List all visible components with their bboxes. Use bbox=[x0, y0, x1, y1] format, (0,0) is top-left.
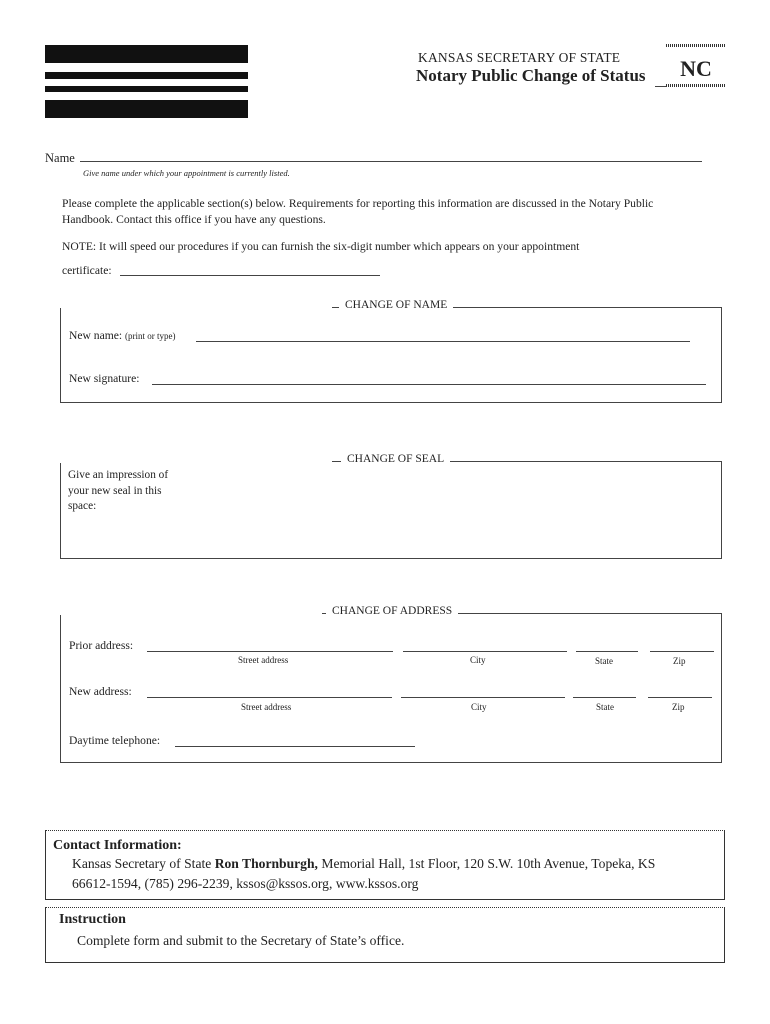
change-of-name-section bbox=[60, 307, 722, 403]
certificate-number-field[interactable] bbox=[120, 275, 380, 276]
change-of-name-title: CHANGE OF NAME bbox=[339, 299, 453, 311]
new-zip-caption: Zip bbox=[672, 702, 685, 712]
header-bar bbox=[45, 72, 248, 79]
contact-heading: Contact Information: bbox=[53, 838, 182, 853]
new-state-caption: State bbox=[596, 702, 614, 712]
header-bar bbox=[45, 45, 248, 63]
prior-city-caption: City bbox=[470, 655, 486, 665]
seal-impression-area[interactable] bbox=[180, 466, 715, 552]
prior-zip-field[interactable] bbox=[650, 651, 714, 652]
name-hint: Give name under which your appointment is currently listed. bbox=[83, 168, 290, 178]
telephone-label: Daytime telephone: bbox=[69, 734, 161, 747]
title-underline bbox=[655, 86, 666, 87]
prior-address-label: Prior address: bbox=[69, 639, 134, 652]
new-street-caption: Street address bbox=[241, 702, 292, 712]
prior-state-field[interactable] bbox=[576, 651, 638, 652]
new-state-field[interactable] bbox=[573, 697, 636, 698]
title-gap bbox=[60, 607, 322, 615]
secretary-name: Ron Thornburgh, bbox=[214, 856, 318, 871]
new-address-label: New address: bbox=[69, 685, 132, 698]
instruction-box bbox=[45, 907, 725, 963]
new-signature-field[interactable] bbox=[152, 384, 706, 385]
contact-line-1: Kansas Secretary of State Ron Thornburgh, Memorial Hall, 1st Floor, 120 S.W. 10th Avenue, Topeka, KS bbox=[72, 856, 656, 871]
code-rule-top bbox=[666, 44, 726, 47]
prior-street-field[interactable] bbox=[147, 651, 393, 652]
change-of-address-title: CHANGE OF ADDRESS bbox=[326, 605, 458, 617]
prior-street-caption: Street address bbox=[238, 655, 289, 665]
note-text: NOTE: It will speed our procedures if you can furnish the six-digit number which appears on your appointment bbox=[62, 240, 580, 253]
header-bar bbox=[45, 86, 248, 92]
form-title: Notary Public Change of Status bbox=[416, 66, 646, 85]
new-signature-label: New signature: bbox=[69, 372, 140, 385]
contact-box bbox=[45, 830, 725, 900]
telephone-field[interactable] bbox=[175, 746, 415, 747]
code-rule-bottom bbox=[666, 84, 726, 87]
new-city-caption: City bbox=[471, 702, 487, 712]
form-code: NC bbox=[680, 56, 712, 81]
prior-city-field[interactable] bbox=[403, 651, 567, 652]
prior-state-caption: State bbox=[595, 656, 613, 666]
prior-zip-caption: Zip bbox=[673, 656, 686, 666]
new-name-field[interactable] bbox=[196, 341, 690, 342]
new-name-label: New name: (print or type) bbox=[69, 329, 176, 342]
form-code-box bbox=[666, 44, 726, 90]
contact-line-2: 66612-1594, (785) 296-2239, kssos@kssos.org, www.kssos.org bbox=[72, 876, 419, 891]
name-field[interactable] bbox=[80, 161, 702, 162]
instruction-text: Complete form and submit to the Secretary of State’s office. bbox=[77, 933, 405, 948]
instruction-heading: Instruction bbox=[59, 912, 126, 927]
title-gap bbox=[60, 300, 332, 308]
new-city-field[interactable] bbox=[401, 697, 565, 698]
agency-name: KANSAS SECRETARY OF STATE bbox=[418, 50, 621, 65]
title-gap bbox=[60, 455, 332, 463]
seal-instruction: Give an impression of your new seal in this space: bbox=[68, 469, 169, 512]
header-bar bbox=[45, 100, 248, 118]
certificate-label: certificate: bbox=[62, 264, 112, 277]
new-street-field[interactable] bbox=[147, 697, 392, 698]
change-of-seal-title: CHANGE OF SEAL bbox=[341, 453, 450, 465]
intro-paragraph: Please complete the applicable section(s) below. Requirements for reporting this information are discussed in the Notary Public Handbook. Contact this office if you have any questions. bbox=[62, 197, 654, 226]
name-label: Name bbox=[45, 151, 75, 165]
new-zip-field[interactable] bbox=[648, 697, 712, 698]
